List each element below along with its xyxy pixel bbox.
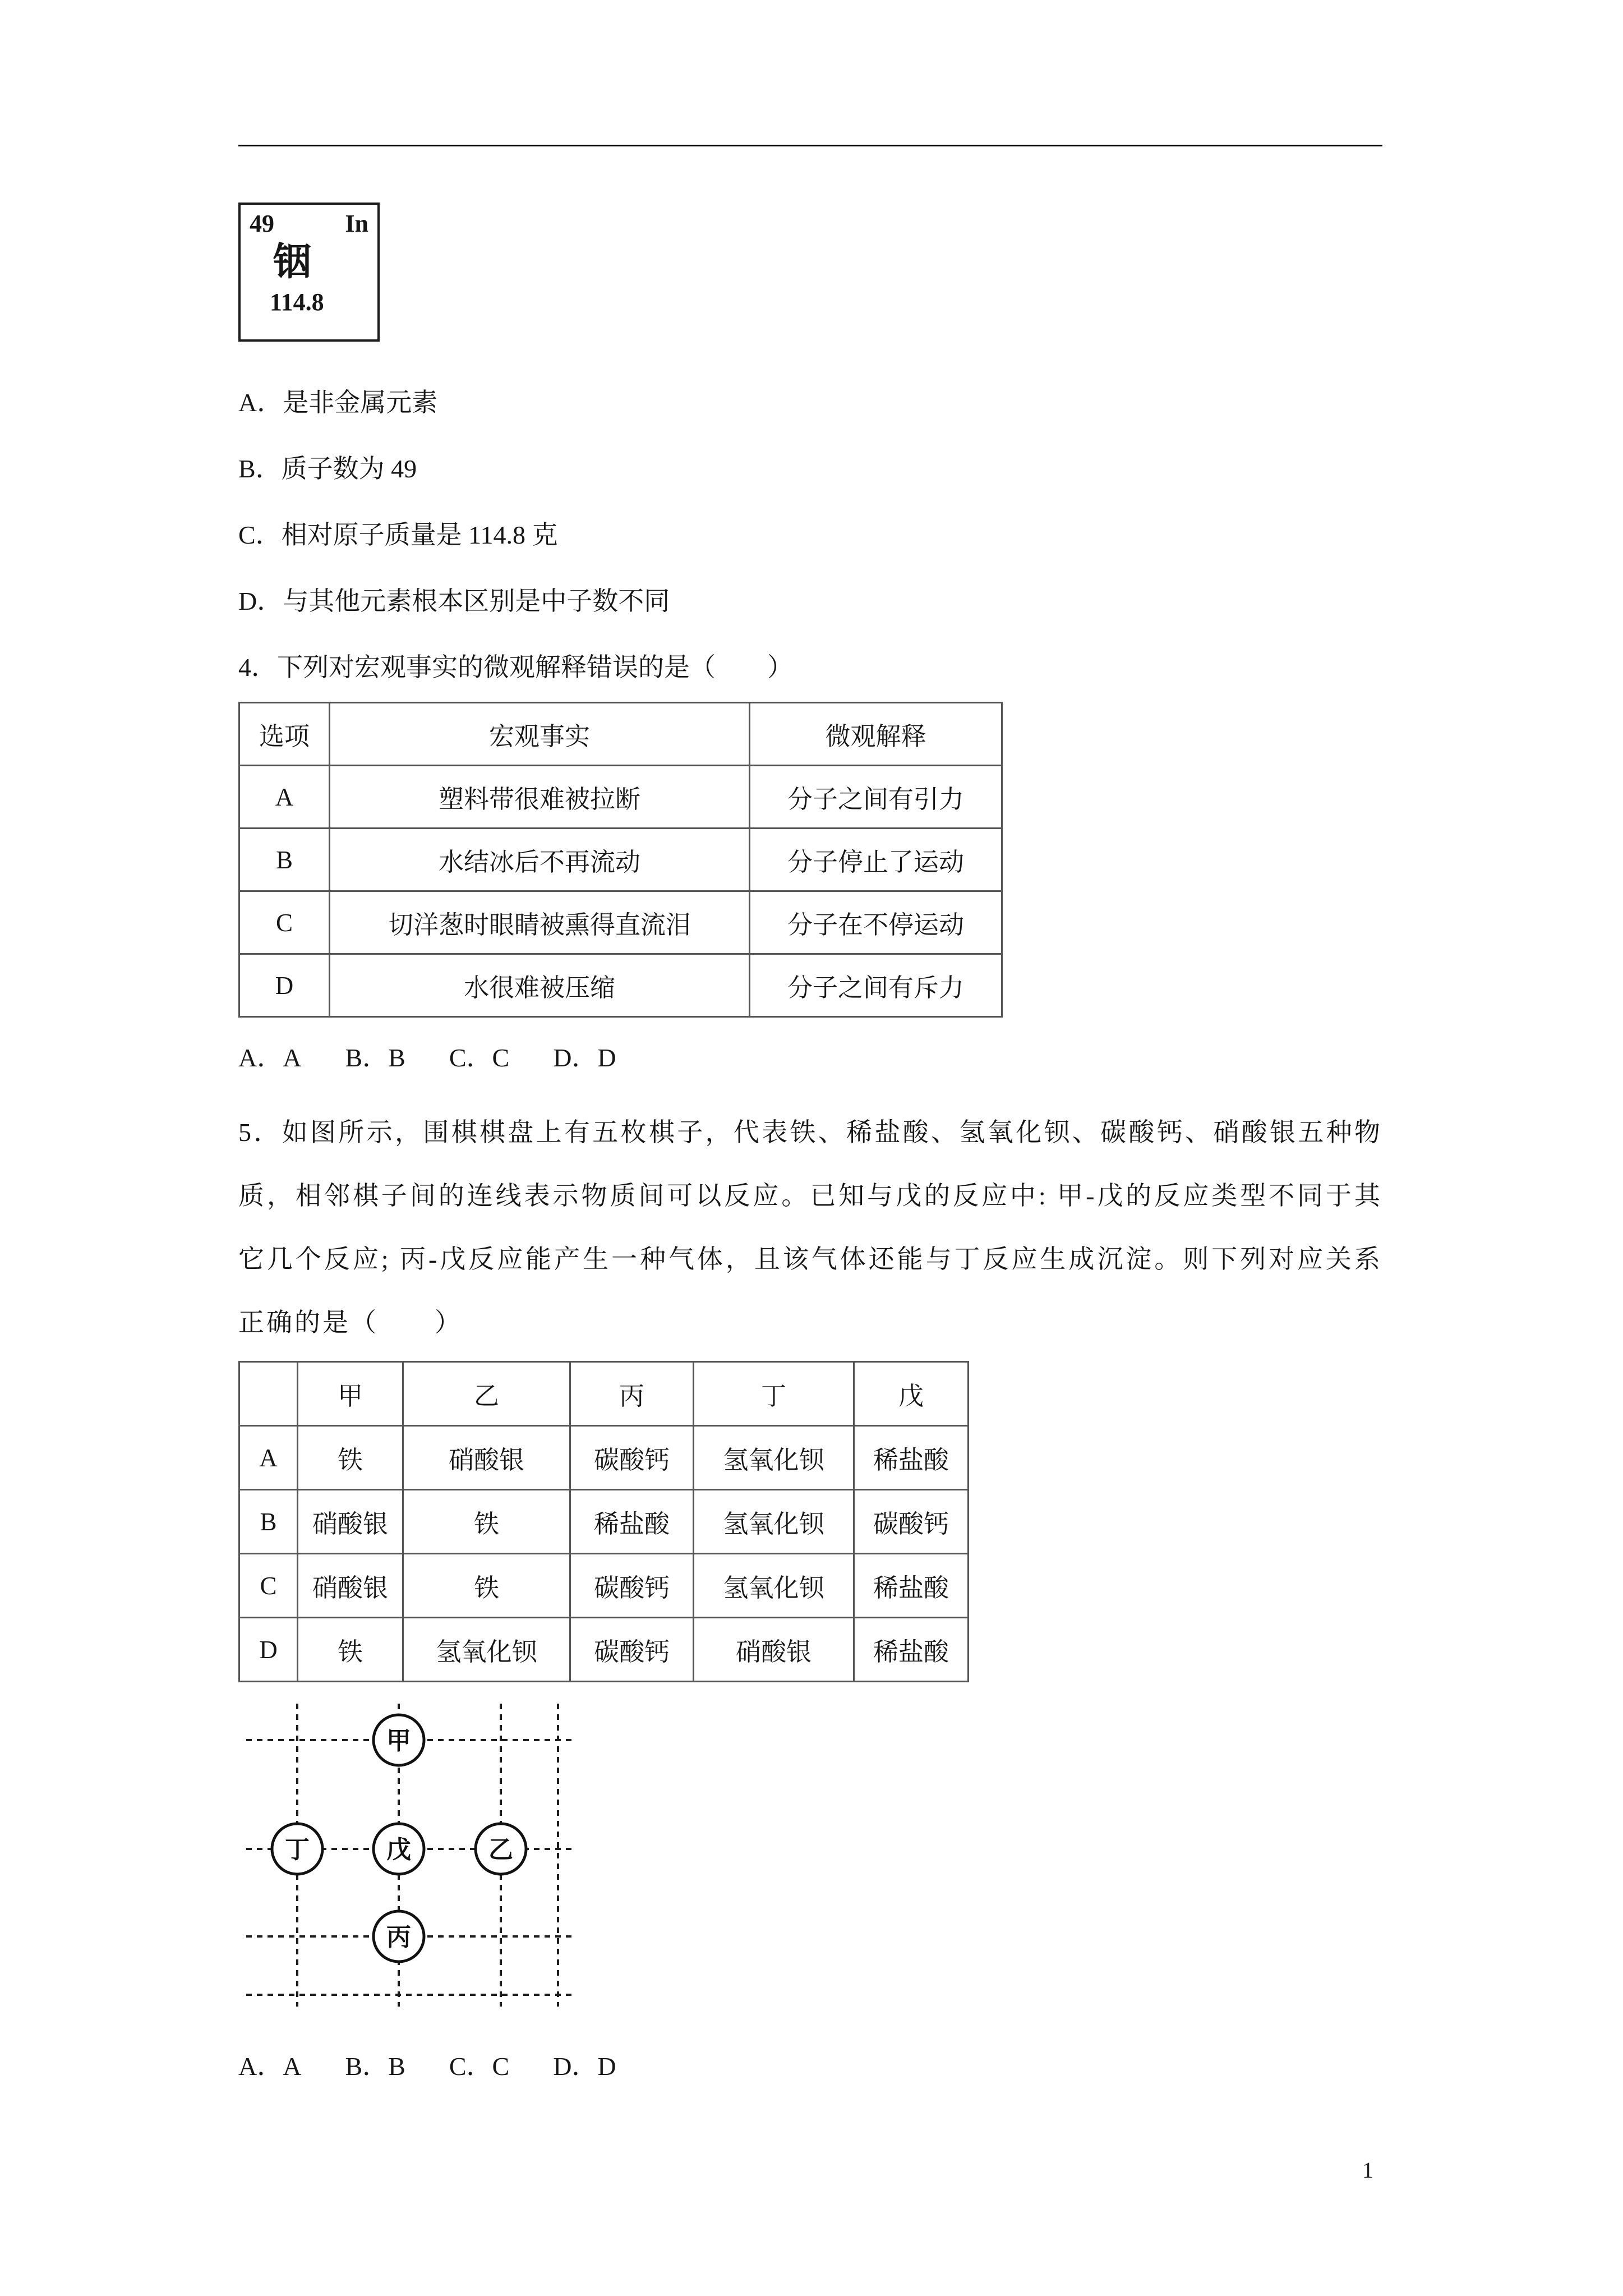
q3-option-d: D．与其他元素根本区别是中子数不同 <box>238 587 670 615</box>
table-row <box>239 829 1002 891</box>
t1-cell: 水很难被压缩 <box>330 954 750 1017</box>
t2-cell: 硝酸银 <box>403 1426 570 1490</box>
t1-cell: 分子在不停运动 <box>750 891 1002 954</box>
t1-cell: 分子停止了运动 <box>750 829 1002 891</box>
element-card-top-row <box>250 209 368 238</box>
t2-cell: 氢氧化钡 <box>694 1490 854 1554</box>
q3-option-a: A．是非金属元素 <box>238 388 438 417</box>
t2-cell: 铁 <box>403 1490 570 1554</box>
q3-option-b: B．质子数为 49 <box>238 454 417 483</box>
t2-cell: 铁 <box>403 1554 570 1618</box>
element-atomic-mass: 114.8 <box>270 288 324 316</box>
t2-cell: A <box>239 1426 298 1490</box>
t2-cell: 铁 <box>298 1426 403 1490</box>
t2-cell: 稀盐酸 <box>854 1554 969 1618</box>
stone-right-label: 乙 <box>488 1836 513 1864</box>
t2-cell: 稀盐酸 <box>854 1426 969 1490</box>
t1-cell: 塑料带很难被拉断 <box>330 766 750 829</box>
t2-cell: C <box>239 1554 298 1618</box>
go-board-svg <box>246 1704 571 2007</box>
t2-header-bing: 丙 <box>570 1362 694 1426</box>
table-row <box>239 1490 969 1554</box>
t1-header-option: 选项 <box>239 703 330 766</box>
table-row <box>239 1362 969 1426</box>
t1-cell: C <box>239 891 330 954</box>
q4-choice-c: C．C <box>449 1043 510 1072</box>
t1-header-explain: 微观解释 <box>750 703 1002 766</box>
table-row <box>239 1618 969 1682</box>
table-row <box>239 954 1002 1017</box>
t2-cell: 碳酸钙 <box>570 1618 694 1682</box>
question5-stem: 5．如图所示，围棋棋盘上有五枚棋子，代表铁、稀盐酸、氢氧化钡、碳酸钙、硝酸银五种物质，相邻棋子间的连线表示物质间可以反应。已知与戊的反应中: 甲-戊的反应类型不同于其它几个反应; 丙-戊反应能产生一种气体，且该气体还能与丁反应生成沉淀。则下列对应关系正确的是（ ） <box>238 1118 1382 1337</box>
question4-stem: 4．下列对宏观事实的微观解释错误的是（ ） <box>238 653 793 682</box>
question4-answer-choices <box>238 1041 1382 1075</box>
q4-choice-d: D．D <box>553 1043 616 1072</box>
table-row <box>239 1554 969 1618</box>
t1-cell: 分子之间有引力 <box>750 766 1002 829</box>
t2-cell: 碳酸钙 <box>570 1426 694 1490</box>
q5-choice-a: A．A <box>238 2052 302 2081</box>
stone-bottom-label: 丙 <box>386 1924 411 1951</box>
t2-cell: 硝酸银 <box>298 1490 403 1554</box>
question3-options <box>238 370 1382 634</box>
table-row <box>239 766 1002 829</box>
q5-choice-d: D．D <box>553 2052 616 2081</box>
go-board-diagram <box>246 1704 1382 2009</box>
t2-header-jia: 甲 <box>298 1362 403 1426</box>
t2-cell: D <box>239 1618 298 1682</box>
stone-left-label: 丁 <box>285 1836 310 1864</box>
t2-cell: 硝酸银 <box>694 1618 854 1682</box>
element-atomic-number: 49 <box>250 210 274 237</box>
q3-option-c: C．相对原子质量是 114.8 克 <box>238 521 558 549</box>
q5-choice-b: B．B <box>345 2052 405 2081</box>
t2-cell: 氢氧化钡 <box>694 1426 854 1490</box>
element-card <box>238 203 380 342</box>
t2-cell: 氢氧化钡 <box>403 1618 570 1682</box>
q5-choice-c: C．C <box>449 2052 510 2081</box>
t2-cell: 碳酸钙 <box>854 1490 969 1554</box>
stone-top-label: 甲 <box>386 1727 411 1755</box>
t1-cell: B <box>239 829 330 891</box>
table-row <box>239 1426 969 1490</box>
t1-cell: 水结冰后不再流动 <box>330 829 750 891</box>
t2-header-yi: 乙 <box>403 1362 570 1426</box>
table-row <box>239 891 1002 954</box>
t2-header-wu: 戊 <box>854 1362 969 1426</box>
t1-cell: 切洋葱时眼睛被熏得直流泪 <box>330 891 750 954</box>
page-number: 1 <box>1362 2157 1373 2183</box>
t2-cell: 硝酸银 <box>298 1554 403 1618</box>
t2-header-ding: 丁 <box>694 1362 854 1426</box>
t1-cell: D <box>239 954 330 1017</box>
t2-cell: 氢氧化钡 <box>694 1554 854 1618</box>
element-symbol: In <box>345 210 368 237</box>
t2-cell: 稀盐酸 <box>570 1490 694 1554</box>
t2-cell: 铁 <box>298 1618 403 1682</box>
t1-cell: A <box>239 766 330 829</box>
t2-header-blank <box>239 1362 298 1426</box>
question4-table <box>238 702 1003 1018</box>
t2-cell: B <box>239 1490 298 1554</box>
table-row <box>239 703 1002 766</box>
stone-center-label: 戊 <box>386 1836 411 1864</box>
q4-choice-a: A．A <box>238 1043 302 1072</box>
header-rule <box>238 145 1382 146</box>
t2-cell: 稀盐酸 <box>854 1618 969 1682</box>
t2-cell: 碳酸钙 <box>570 1554 694 1618</box>
question5-answer-choices <box>238 2050 1382 2083</box>
q4-choice-b: B．B <box>345 1043 405 1072</box>
t1-header-fact: 宏观事实 <box>330 703 750 766</box>
t1-cell: 分子之间有斥力 <box>750 954 1002 1017</box>
element-name: 铟 <box>273 241 312 283</box>
question5-table <box>238 1361 969 1682</box>
